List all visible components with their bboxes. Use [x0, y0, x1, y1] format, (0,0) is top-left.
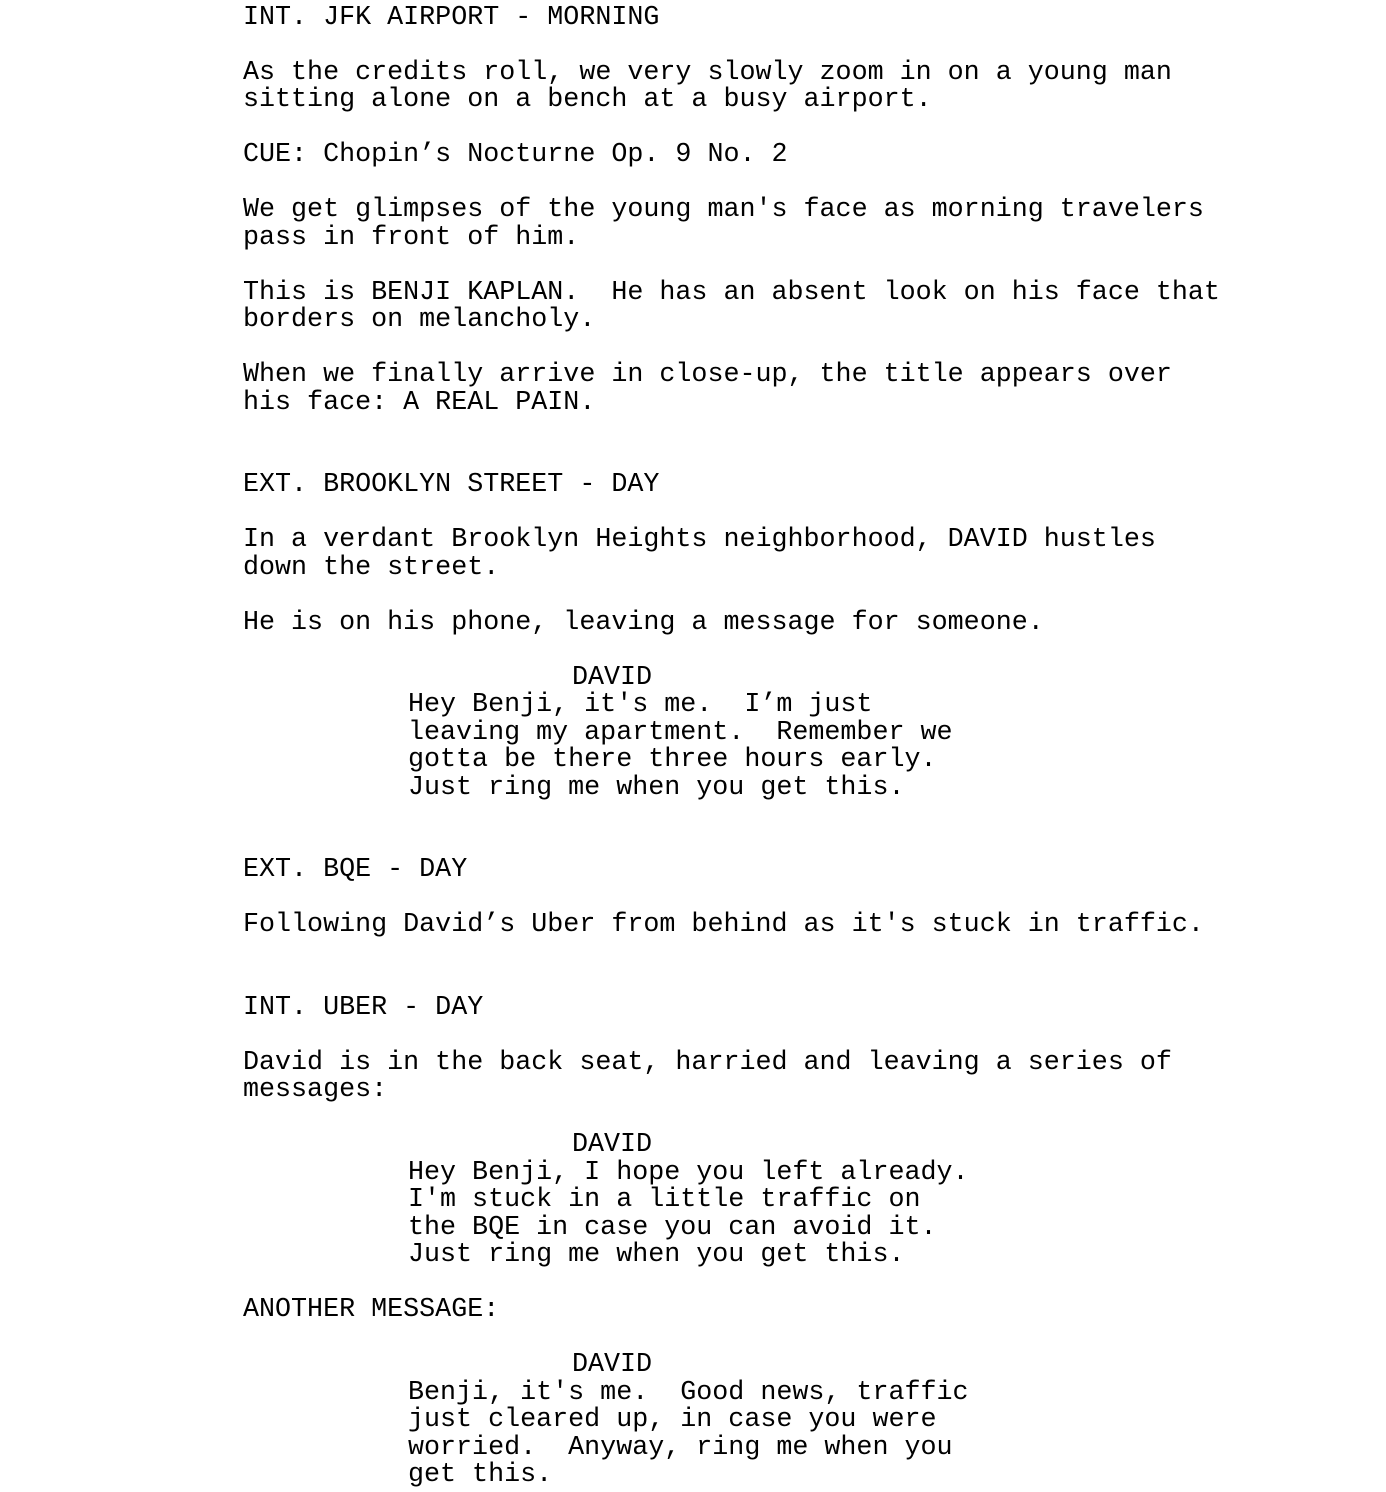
action-line: Following David’s Uber from behind as it's stuck in traffic.: [243, 910, 1204, 940]
action-line: As the credits roll, we very slowly zoom in on a young man: [243, 58, 1172, 88]
action-line: ANOTHER MESSAGE:: [243, 1295, 500, 1325]
action-line: messages:: [243, 1075, 388, 1105]
action-line: CUE: Chopin’s Nocturne Op. 9 No. 2: [243, 140, 788, 170]
action-line: He is on his phone, leaving a message for someone.: [243, 608, 1044, 638]
dialogue-line: Benji, it's me. Good news, traffic: [408, 1378, 969, 1408]
dialogue-line: Just ring me when you get this.: [408, 773, 905, 803]
action-line: sitting alone on a bench at a busy airport.: [243, 85, 932, 115]
dialogue-line: Hey Benji, it's me. I’m just: [408, 690, 873, 720]
dialogue-line: gotta be there three hours early.: [408, 745, 937, 775]
action-line: When we finally arrive in close-up, the title appears over: [243, 360, 1172, 390]
character-name: DAVID: [572, 663, 653, 693]
dialogue-line: worried. Anyway, ring me when you: [408, 1433, 953, 1463]
action-line: pass in front of him.: [243, 223, 580, 253]
scene-heading: INT. UBER - DAY: [243, 993, 484, 1023]
action-line: This is BENJI KAPLAN. He has an absent look on his face that: [243, 278, 1220, 308]
scene-heading: EXT. BROOKLYN STREET - DAY: [243, 470, 660, 500]
action-line: his face: A REAL PAIN.: [243, 388, 596, 418]
dialogue-line: Just ring me when you get this.: [408, 1240, 905, 1270]
action-line: down the street.: [243, 553, 500, 583]
dialogue-line: leaving my apartment. Remember we: [408, 718, 953, 748]
character-name: DAVID: [572, 1130, 653, 1160]
action-line: In a verdant Brooklyn Heights neighborhood, DAVID hustles: [243, 525, 1156, 555]
character-name: DAVID: [572, 1350, 653, 1380]
dialogue-line: just cleared up, in case you were: [408, 1405, 937, 1435]
scene-heading: EXT. BQE - DAY: [243, 855, 468, 885]
dialogue-line: Hey Benji, I hope you left already.: [408, 1158, 969, 1188]
action-line: borders on melancholy.: [243, 305, 596, 335]
scene-heading: INT. JFK AIRPORT - MORNING: [243, 3, 660, 33]
dialogue-line: I'm stuck in a little traffic on: [408, 1185, 921, 1215]
dialogue-line: get this.: [408, 1460, 553, 1490]
action-line: We get glimpses of the young man's face as morning travelers: [243, 195, 1204, 225]
action-line: David is in the back seat, harried and leaving a series of: [243, 1048, 1172, 1078]
dialogue-line: the BQE in case you can avoid it.: [408, 1213, 937, 1243]
